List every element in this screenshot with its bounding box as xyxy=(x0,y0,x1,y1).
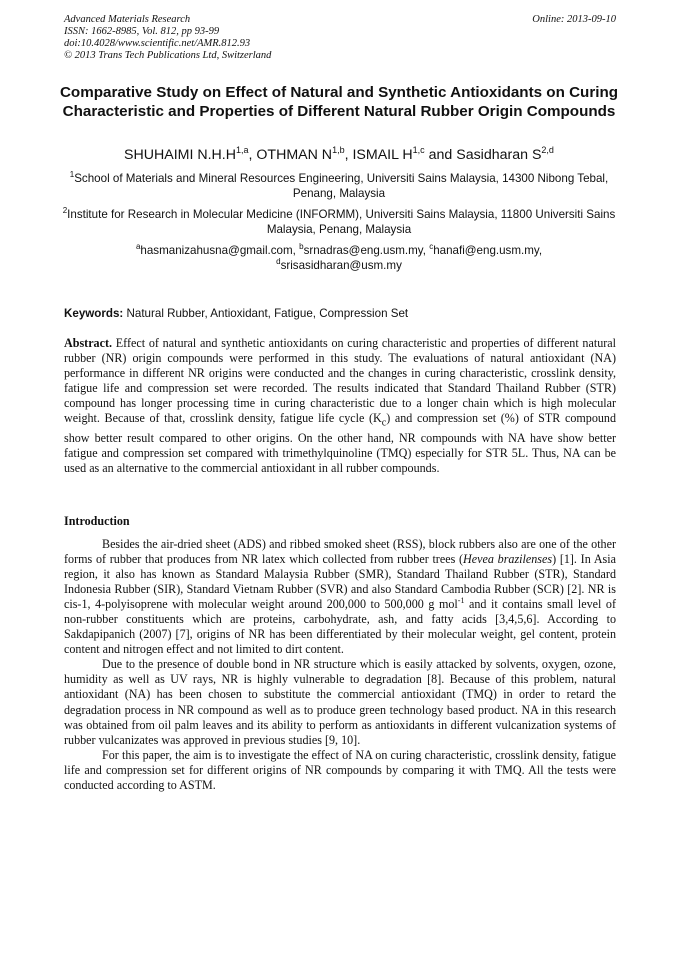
affiliation-mark: 2 xyxy=(62,206,68,215)
keywords-label: Keywords: xyxy=(64,307,124,320)
author-separator: and xyxy=(424,147,457,163)
abstract-label: Abstract. xyxy=(64,336,113,350)
online-date: Online: 2013-09-10 xyxy=(532,14,616,25)
email-mark: b xyxy=(299,242,304,251)
section-heading-introduction: Introduction xyxy=(64,514,130,528)
affiliation-text: School of Materials and Mineral Resources Engineering, Universiti Sains Malaysia, 14300 Nibong Tebal, Penang, Malaysia xyxy=(74,172,609,200)
paper-title: Comparative Study on Effect of Natural and Synthetic Antioxidants on Curing Characteristic and Properties of Different Natural Rubber Origin Compounds xyxy=(59,84,619,120)
author-mark: 2,d xyxy=(541,145,554,155)
affiliation-2 xyxy=(60,207,618,237)
paragraph-text: ) [1]. In Asia region, it also has known as Standard Malaysia Rubber (SMR), Standard Thailand Rubber (STR), Standard Indonesia Rubber (SIR), Standard Vietnam Rubber (SVR) and also Standard Cambodia Rubber (SCR) [2]. NR is cis-1, 4-polyisoprene with molecular weight around 200,000 to 500,000 g mol xyxy=(64,552,616,612)
affiliation-mark: 1 xyxy=(69,170,75,179)
affiliation-1 xyxy=(60,171,618,201)
email-list xyxy=(60,243,618,273)
email-address: srisasidharan@usm.my xyxy=(280,259,402,272)
paragraph-text: Besides the air-dried sheet (ADS) and ribbed smoked sheet (RSS), block rubbers also are one of the other forms of rubber that produces from NR latex which collected from rubber trees ( xyxy=(64,537,616,567)
email-separator: , xyxy=(538,244,543,257)
paragraph xyxy=(64,537,616,657)
author-line xyxy=(40,146,638,164)
abstract xyxy=(64,336,616,476)
author-name: Sasidharan S xyxy=(456,147,542,163)
doi-line: doi:10.4028/www.scientific.net/AMR.812.93 xyxy=(64,38,251,49)
email-separator: , xyxy=(292,244,300,257)
author-name: SHUHAIMI N.H.H xyxy=(124,147,236,163)
copyright-line: © 2013 Trans Tech Publications Ltd, Switzerland xyxy=(64,50,272,61)
paragraph: Due to the presence of double bond in NR structure which is easily attacked by solvents, oxygen, ozone, humidity as well as UV rays, NR is highly vulnerable to degradation [8]. Because of this problem, natural antioxidant (NA) has been chosen to substitute the commercial antioxidant (TMQ) in order to retard the degradation process in NR compound as well as to produce green technology based product. NA in this research was obtained from oil palm leaves and its ability to perform as antioxidants in different vulcanization systems of rubber vulcanizates was approved in previous studies [9, 10]. xyxy=(64,657,616,747)
unit-exponent: -1 xyxy=(457,596,465,606)
introduction-body xyxy=(64,537,616,793)
email-mark: d xyxy=(276,257,281,266)
email-address: hanafi@eng.usm.my xyxy=(433,244,539,257)
author-mark: 1,c xyxy=(412,145,425,155)
issn-line: ISSN: 1662-8985, Vol. 812, pp 93-99 xyxy=(64,26,220,37)
email-separator: , xyxy=(422,244,430,257)
journal-header xyxy=(64,14,616,62)
paragraph-text: and it contains small level of non-rubber constituents which are proteins, carbohydrate, ash, and fatty acids [3,4,5,6]. According to Sakdapipanich (2007) [7], origins of NR has been differentiated by their molecular weight, gel content, protein content and nitrogen effect and not limited to dirt content. xyxy=(64,597,616,657)
paragraph: For this paper, the aim is to investigate the effect of NA on curing characteristic, crosslink density, fatigue life and compression set for different origins of NR compounds by comparing it with TMQ. All the tests were conducted according to ASTM. xyxy=(64,747,616,792)
keywords-text: Natural Rubber, Antioxidant, Fatigue, Compression Set xyxy=(126,307,409,320)
email-mark: c xyxy=(429,242,434,251)
email-mark: a xyxy=(135,242,141,251)
author-mark: 1,b xyxy=(332,145,345,155)
author-mark: 1,a xyxy=(235,145,249,155)
affiliation-text: Institute for Research in Molecular Medicine (INFORMM), Universiti Sains Malaysia, 11800 Universiti Sains Malaysia, Penang, Malaysia xyxy=(67,208,616,236)
abstract-text: Effect of natural and synthetic antioxidants on curing characteristic and properties of different natural rubber (NR) origin compounds were performed in this study. The evaluations of natural antioxidant (NA) performance in different NR origins were conducted and the changes in curing characteristic, crosslink density, fatigue life and compression set were recorded. The results indicated that Standard Thailand Rubber (STR) compound has longer processing time in curing characteristic due to a longer chain which is high molecular weight. Because of that, crosslink density, fatigue life cycle (K xyxy=(64,336,616,426)
keywords xyxy=(64,306,616,321)
abstract-subscript: c xyxy=(381,417,387,429)
email-address: hasmanizahusna@gmail.com xyxy=(140,244,293,257)
author-name: OTHMAN N xyxy=(256,147,333,163)
author-separator: , xyxy=(344,147,353,163)
species-name: Hevea brazilenses xyxy=(463,552,553,567)
author-name: ISMAIL H xyxy=(352,147,413,163)
email-address: srnadras@eng.usm.my xyxy=(303,244,423,257)
abstract-text: ) and compression set (%) of STR compound show better result compared to other origins. On the other hand, NR compounds with NA have show better fatigue and compression set compared with trimethylquinoline (TMQ) especially for STR 5L. Thus, NA can be used as an alternative to the commercial antioxidant in all rubber compounds. xyxy=(64,411,617,475)
journal-name: Advanced Materials Research xyxy=(64,14,191,25)
author-separator: , xyxy=(248,147,257,163)
